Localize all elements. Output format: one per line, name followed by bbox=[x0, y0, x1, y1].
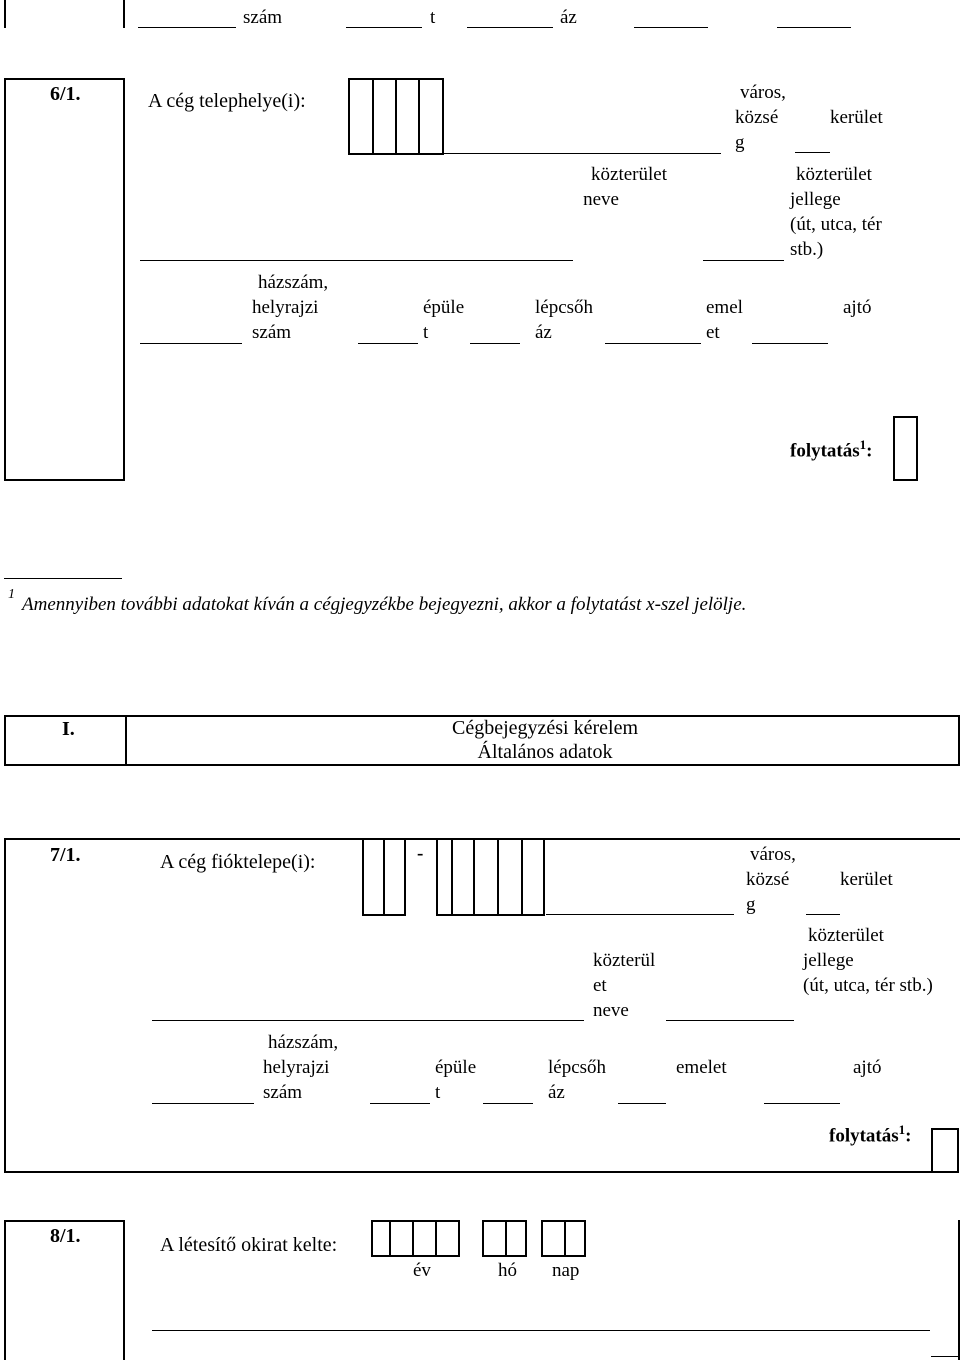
section-7-folytatas bbox=[829, 1117, 911, 1148]
top-line-4 bbox=[634, 27, 708, 28]
section-8-ho: hó bbox=[498, 1260, 517, 1281]
section-6-folytatas bbox=[790, 432, 872, 463]
section-7-jellege-3: (út, utca, tér stb.) bbox=[803, 975, 933, 996]
section-6-hazszam-1: házszám, bbox=[258, 272, 329, 293]
day-cell[interactable] bbox=[541, 1220, 566, 1257]
section-6-epule: épüle bbox=[423, 297, 465, 318]
month-cell[interactable] bbox=[505, 1220, 527, 1257]
section-6-hazszam-2: helyrajzi bbox=[252, 297, 319, 318]
section-6-varos: város, bbox=[740, 82, 786, 103]
postcode-cell[interactable] bbox=[497, 838, 523, 916]
section-6-lepcsoh: lépcsőh bbox=[535, 297, 594, 318]
section-6-folytatas-colon: : bbox=[866, 440, 873, 462]
section-6-district-line[interactable] bbox=[795, 152, 830, 153]
section-7-hazszam-1: házszám, bbox=[268, 1032, 339, 1053]
section-7-street-name-line[interactable] bbox=[152, 1020, 584, 1021]
section-7-dash: - bbox=[417, 843, 424, 864]
section-6-jellege-3: (út, utca, tér bbox=[790, 214, 882, 235]
postcode-cell[interactable] bbox=[418, 78, 444, 155]
section-8-label: A létesítő okirat kelte: bbox=[160, 1234, 338, 1256]
year-cell[interactable] bbox=[412, 1220, 437, 1257]
section-7-jellege-2: jellege bbox=[803, 950, 854, 971]
postcode-cell[interactable] bbox=[395, 78, 420, 155]
section-6-postcode-cells[interactable] bbox=[348, 78, 442, 155]
section-7-street-type-line[interactable] bbox=[666, 1020, 794, 1021]
section-I-title-2: Általános adatok bbox=[477, 741, 613, 763]
section-7-hazszam-2: helyrajzi bbox=[263, 1057, 330, 1078]
section-I-title-1: Cégbejegyzési kérelem bbox=[451, 717, 639, 739]
section-6-epulet-t: t bbox=[423, 322, 429, 343]
section-6-floor-line[interactable] bbox=[605, 343, 701, 344]
section-6-staircase-line[interactable] bbox=[470, 343, 520, 344]
section-8-ev: év bbox=[413, 1260, 431, 1281]
footnote-separator bbox=[4, 578, 122, 579]
section-7-cells-a[interactable] bbox=[362, 838, 404, 916]
section-6-hazszam-3: szám bbox=[252, 322, 292, 343]
section-6-city-line[interactable] bbox=[348, 153, 721, 154]
section-6-street-name-line[interactable] bbox=[140, 260, 573, 261]
top-left-border bbox=[4, 0, 6, 28]
section-7-house-number-line[interactable] bbox=[152, 1103, 254, 1104]
section-I-divider bbox=[125, 715, 127, 766]
section-6-jellege-4: stb.) bbox=[790, 239, 824, 260]
section-7-label: A cég fióktelepe(i): bbox=[160, 851, 316, 873]
section-6-jellege-2: jellege bbox=[790, 189, 841, 210]
postcode-cell[interactable] bbox=[521, 838, 545, 916]
section-7-cells-b[interactable] bbox=[436, 838, 543, 916]
section-6-ajto: ajtó bbox=[843, 297, 872, 318]
section-6-kozterulet-neve-1: közterület bbox=[591, 164, 667, 185]
section-7-g: g bbox=[746, 894, 756, 915]
section-8-date-line[interactable] bbox=[152, 1330, 930, 1331]
section-6-kerulet: kerület bbox=[830, 107, 883, 128]
section-8-month-cells[interactable] bbox=[482, 1220, 525, 1257]
footnote-mark: 1 bbox=[8, 587, 15, 602]
top-line-1 bbox=[138, 27, 236, 28]
top-t: t bbox=[430, 7, 436, 28]
section-7-ajto: ajtó bbox=[853, 1057, 882, 1078]
top-line-2 bbox=[346, 27, 422, 28]
section-6-folytatas-sup: 1 bbox=[859, 437, 867, 452]
section-7-epule: épüle bbox=[435, 1057, 477, 1078]
section-6-house-number-line[interactable] bbox=[140, 343, 242, 344]
section-7-kozterulet-1: közterül bbox=[593, 950, 656, 971]
section-6-continuation-checkbox[interactable] bbox=[893, 416, 918, 481]
section-6-emelet-et: et bbox=[706, 322, 720, 343]
section-7-continuation-checkbox[interactable] bbox=[931, 1128, 959, 1173]
postcode-cell[interactable] bbox=[348, 78, 374, 155]
section-6-building-line[interactable] bbox=[358, 343, 418, 344]
section-7-lepcsoh: lépcsőh bbox=[548, 1057, 607, 1078]
top-szam: szám bbox=[243, 7, 283, 28]
section-6-door-line[interactable] bbox=[752, 343, 828, 344]
section-6-lepcsohaz-az: áz bbox=[535, 322, 552, 343]
top-line-3 bbox=[467, 27, 553, 28]
section-7-kerulet: kerület bbox=[840, 869, 893, 890]
section-7-folytatas-label: folytatás bbox=[829, 1125, 899, 1147]
postcode-cell[interactable] bbox=[372, 78, 397, 155]
section-7-bottom-line bbox=[4, 1171, 931, 1173]
section-6-jellege-1: közterület bbox=[796, 164, 872, 185]
section-I-number: I. bbox=[62, 718, 75, 740]
month-cell[interactable] bbox=[482, 1220, 507, 1257]
section-8-year-cells[interactable] bbox=[371, 1220, 458, 1257]
section-7-kozterulet-2: et bbox=[593, 975, 607, 996]
top-divider bbox=[123, 0, 125, 28]
postcode-cell[interactable] bbox=[362, 838, 385, 916]
day-cell[interactable] bbox=[564, 1220, 586, 1257]
section-7-kozse: közsé bbox=[746, 869, 790, 890]
section-6-kozse: közsé bbox=[735, 107, 779, 128]
section-8-number: 8/1. bbox=[50, 1225, 81, 1247]
section-7-emelet: emelet bbox=[676, 1057, 727, 1078]
section-7-building-line[interactable] bbox=[370, 1103, 430, 1104]
section-7-district-line[interactable] bbox=[806, 914, 840, 915]
year-cell[interactable] bbox=[435, 1220, 460, 1257]
year-cell[interactable] bbox=[389, 1220, 414, 1257]
postcode-cell[interactable] bbox=[383, 838, 406, 916]
section-6-label: A cég telephelye(i): bbox=[148, 90, 306, 112]
section-7-jellege-1: közterület bbox=[808, 925, 884, 946]
postcode-cell[interactable] bbox=[451, 838, 475, 916]
section-6-kozterulet-neve-2: neve bbox=[583, 189, 619, 210]
section-7-lepcsohaz-az: áz bbox=[548, 1082, 565, 1103]
postcode-cell[interactable] bbox=[473, 838, 499, 916]
section-7-hazszam-3: szám bbox=[263, 1082, 303, 1103]
section-6-folytatas-label: folytatás bbox=[790, 440, 860, 462]
section-6-number-box bbox=[4, 78, 125, 481]
section-6-g: g bbox=[735, 132, 745, 153]
section-7-varos: város, bbox=[750, 844, 796, 865]
section-7-city-line[interactable] bbox=[546, 914, 734, 915]
section-8-short-line bbox=[931, 1356, 958, 1357]
section-6-emel: emel bbox=[706, 297, 743, 318]
section-7-door-line[interactable] bbox=[764, 1103, 840, 1104]
section-7-kozterulet-3: neve bbox=[593, 1000, 629, 1021]
section-8-day-cells[interactable] bbox=[541, 1220, 584, 1257]
footnote-text: Amennyiben további adatokat kíván a cégjegyzékbe bejegyezni, akkor a folytatást x-szel jelölje. bbox=[22, 594, 747, 615]
top-line-5 bbox=[777, 27, 851, 28]
section-7-number: 7/1. bbox=[50, 844, 81, 866]
section-6-street-type-line[interactable] bbox=[703, 260, 784, 261]
section-8-nap: nap bbox=[552, 1260, 580, 1281]
top-az: áz bbox=[560, 7, 577, 28]
year-cell[interactable] bbox=[371, 1220, 391, 1257]
section-6-number: 6/1. bbox=[50, 83, 81, 105]
section-7-floor-line[interactable] bbox=[618, 1103, 666, 1104]
section-7-epulet-t: t bbox=[435, 1082, 441, 1103]
section-7-folytatas-colon: : bbox=[905, 1125, 912, 1147]
section-7-staircase-line[interactable] bbox=[483, 1103, 533, 1104]
section-7-folytatas-sup: 1 bbox=[898, 1122, 906, 1137]
